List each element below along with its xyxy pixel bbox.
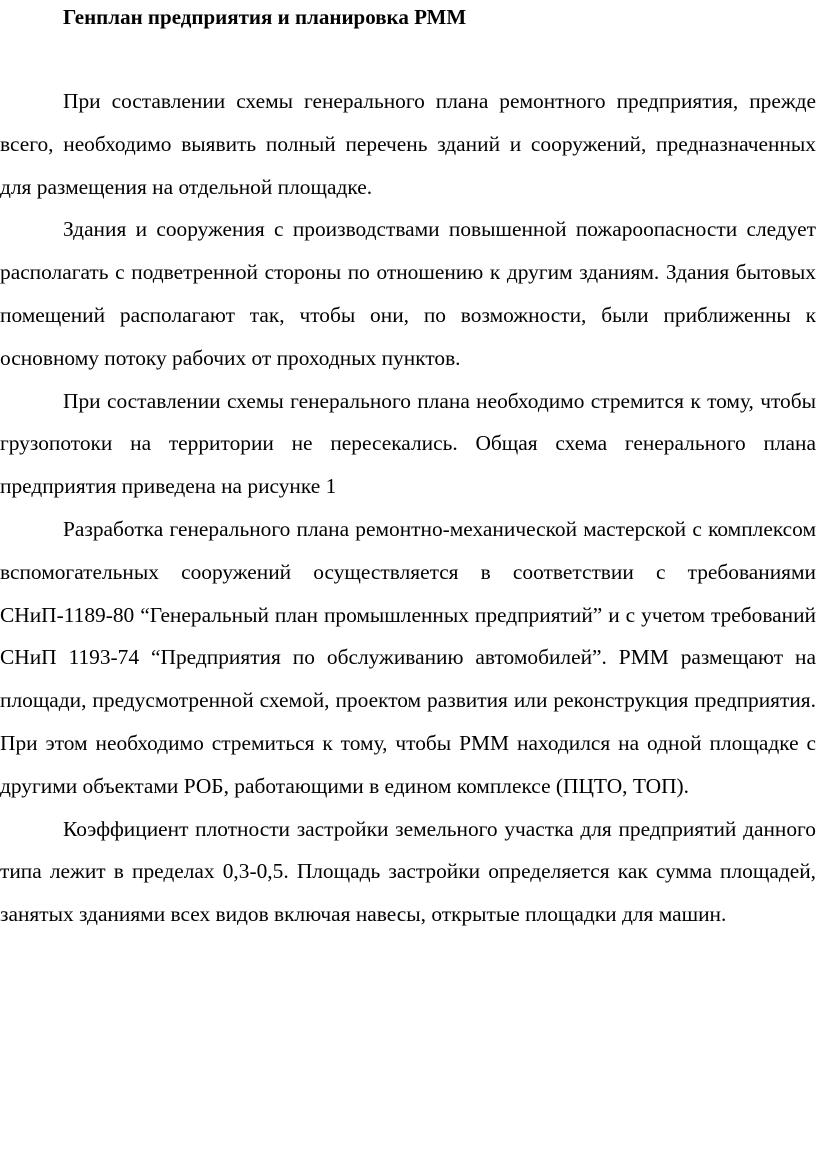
- paragraph-rmm-development: Разработка генерального плана ремонтно-механической мастерской с комплексом вспомогательных сооружений осуществляется в соответствии с требованиями СНиП-1189-80 “Генеральный план промышленных предприятий” и с учетом требований СНиП 1193-74 “Предприятия по обслуживанию автомобилей”. РММ размещают на площади, предусмотренной схемой, проектом развития или реконструкция предприятия. При этом необходимо стремиться к тому, чтобы РММ находился на одной площадке с другими объектами РОБ, работающими в едином комплексе (ПЦТО, ТОП).: [0, 516, 816, 798]
- document-title: Генплан предприятия и планировка РММ: [63, 5, 467, 29]
- paragraph-density-coefficient: Коэффициент плотности застройки земельного участка для предприятий данного типа лежит в пределах 0,3-0,5. Площадь застройки определяется как сумма площадей, занятых зданиями всех видов включая навесы, открытые площадки для машин.: [0, 816, 816, 927]
- paragraph-general-plan-intro: При составлении схемы генерального плана ремонтного предприятия, прежде всего, необходимо выявить полный перечень зданий и сооружений, предназначенных для размещения на отдельной площадке.: [0, 89, 816, 199]
- paragraph-fire-hazard-placement: Здания и сооружения с производствами повышенной пожароопасности следует располагать с подветренной стороны по отношению к другим зданиям. Здания бытовых помещений располагают так, чтобы они, по возможности, были приближенны к основному потоку рабочих от проходных пунктов.: [0, 217, 816, 370]
- paragraph-cargo-flows: При составлении схемы генерального плана необходимо стремится к тому, чтобы грузопотоки на территории не пересекались. Общая схема генерального плана предприятия приведена на рисунке 1: [0, 388, 816, 499]
- document-body: [0, 80, 816, 936]
